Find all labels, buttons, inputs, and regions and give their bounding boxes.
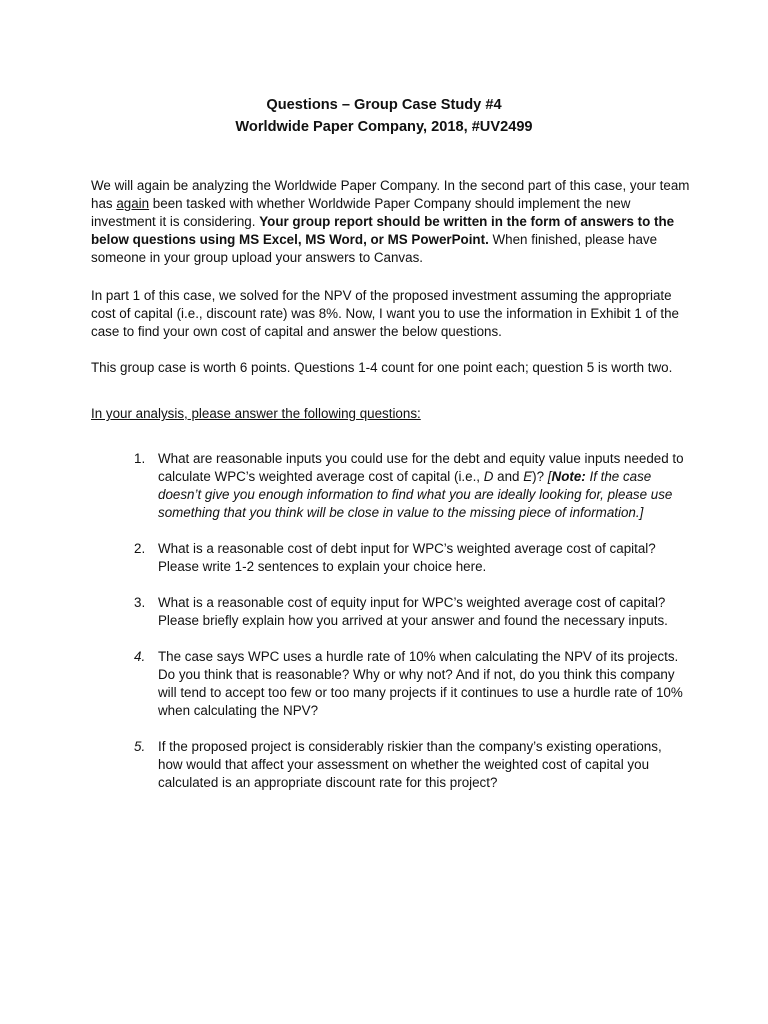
- question-text-part: What are reasonable inputs you could use for the debt and equity value inputs needed to calculate WPC’s weighted average cost of capital (i.e.,: [158, 451, 684, 484]
- variable-e: E: [523, 469, 533, 484]
- document-title: Questions – Group Case Study #4: [266, 97, 502, 113]
- note-text: If the case doesn’t give you enough information to find what you are ideally looking for, please use something that you think will be close in value to the missing piece of information.]: [158, 469, 673, 520]
- document-subtitle: Worldwide Paper Company, 2018, #UV2499: [235, 119, 533, 135]
- question-text: If the proposed project is considerably riskier than the company’s existing operations, how would that affect your assessment on whether the weighted cost of capital you calculated is an appropriate discount rate for this project?: [158, 739, 662, 790]
- question-text: What is a reasonable cost of equity input for WPC’s weighted average cost of capital? Please briefly explain how you arrived at your answer and found the necessary inputs.: [158, 595, 668, 628]
- note-label: Note:: [551, 469, 586, 484]
- intro-text: been tasked with whether Worldwide Paper Company should implement the new investment it is considering.: [91, 196, 631, 229]
- question-text-part: )?: [532, 469, 548, 484]
- questions-heading: In your analysis, please answer the following questions:: [91, 406, 421, 421]
- question-text-part: and: [493, 469, 524, 484]
- variable-d: D: [483, 469, 494, 484]
- intro-text: We will again be analyzing the Worldwide Paper Company. In the second part of this case, your team has: [91, 178, 690, 211]
- question-number: 2.: [134, 541, 146, 556]
- intro-paragraph: [91, 177, 691, 267]
- points-paragraph: This group case is worth 6 points. Questions 1-4 count for one point each; question 5 is worth two.: [91, 360, 673, 375]
- underlined-word: again: [116, 196, 150, 211]
- npv-paragraph: In part 1 of this case, we solved for the NPV of the proposed investment assuming the appropriate cost of capital (i.e., discount rate) was 8%. Now, I want you to use the information in Exhibit 1 of the case to find your own cost of capital and answer the below questions.: [91, 288, 679, 339]
- question-number: 3.: [134, 595, 146, 610]
- bracket: [: [547, 469, 552, 484]
- intro-text: When finished, please have someone in your group upload your answers to Canvas.: [91, 232, 658, 265]
- question-number: 1.: [134, 451, 146, 466]
- question-text: [158, 450, 688, 522]
- question-text: The case says WPC uses a hurdle rate of 10% when calculating the NPV of its projects. Do you think that is reasonable? Why or why not? And if not, do you think this company will tend to accept too few or too many projects if it continues to use a hurdle rate of 10% when calculating the NPV?: [158, 649, 683, 718]
- question-text: What is a reasonable cost of debt input for WPC’s weighted average cost of capital? Please write 1-2 sentences to explain your choice here.: [158, 541, 656, 574]
- question-number: 4.: [134, 649, 146, 664]
- bold-instruction: Your group report should be written in the form of answers to the below questions using MS Excel, MS Word, or MS PowerPoint.: [91, 214, 675, 247]
- question-number: 5.: [134, 739, 146, 754]
